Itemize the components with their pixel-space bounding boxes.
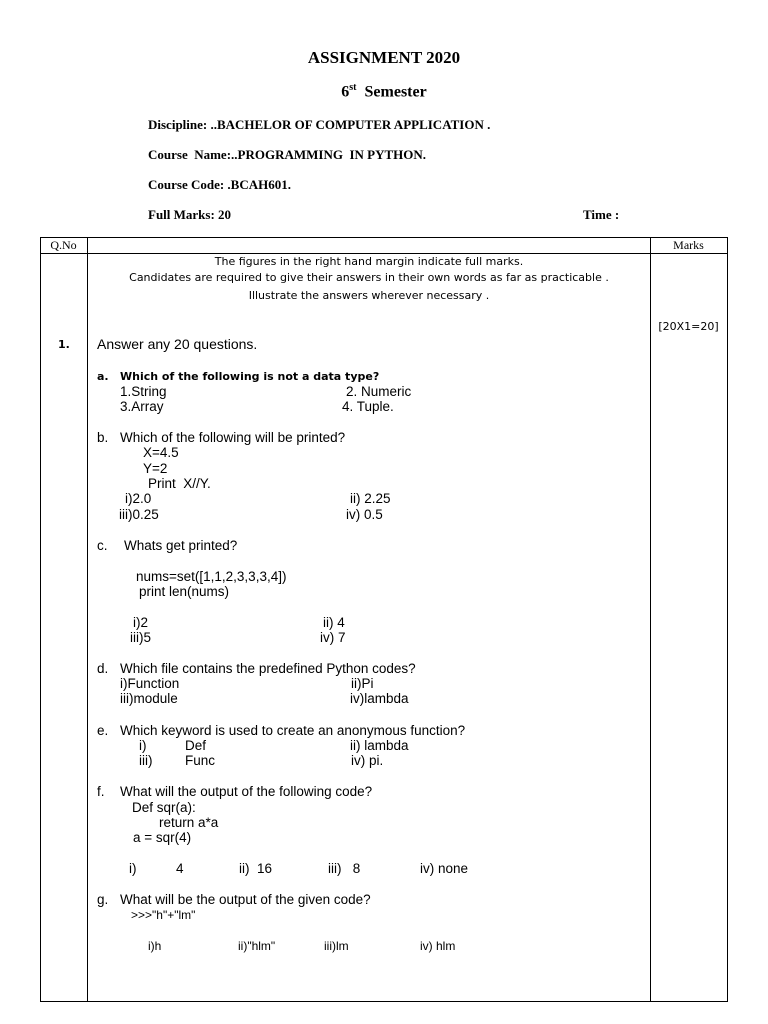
course-code-line: Course Code: .BCAH601.: [148, 177, 291, 192]
option-1: i)2: [133, 615, 149, 630]
code-line: nums=set([1,1,2,3,3,3,4]): [136, 569, 287, 584]
option-1-number: i): [129, 861, 137, 876]
question-text: Which file contains the predefined Python codes?: [120, 661, 416, 676]
option-2: ii) 16: [239, 861, 273, 876]
option-3: iii)lm: [324, 939, 349, 953]
question-letter: a.: [97, 370, 109, 383]
marks-column-header: Marks: [673, 238, 704, 252]
option-3: iii)0.25: [119, 507, 159, 522]
option-2: ii)"hlm": [238, 939, 276, 953]
semester-word: Semester: [364, 83, 427, 101]
question-text: What will be the output of the given code?: [120, 892, 371, 907]
qno-column-header: Q.No: [50, 238, 77, 252]
code-line: >>>"h"+"lm": [131, 908, 196, 922]
table-col-divider-1: [87, 237, 88, 1002]
question-number: 1.: [58, 338, 70, 351]
full-marks-line: Full Marks: 20: [148, 207, 232, 222]
option-3-value: Func: [185, 753, 216, 768]
question-letter: f.: [97, 784, 105, 799]
assignment-title: ASSIGNMENT 2020: [307, 48, 461, 67]
question-text: Which of the following is not a data type?: [120, 370, 380, 383]
option-2: ii) 2.25: [350, 491, 391, 506]
option-2: ii) lambda: [350, 738, 409, 753]
code-line: a = sqr(4): [133, 830, 192, 845]
option-2: ii) 4: [323, 615, 345, 630]
question-text: Which keyword is used to create an anonymous function?: [120, 723, 466, 738]
option-1: 1.String: [120, 384, 167, 399]
code-line: Print X//Y.: [148, 476, 211, 491]
question-letter: b.: [97, 430, 109, 445]
marks-value: [20X1=20]: [658, 320, 719, 333]
option-4: iv) 0.5: [346, 507, 383, 522]
code-line: Y=2: [143, 461, 168, 476]
option-3: 3.Array: [120, 399, 164, 414]
option-3: iii) 8: [328, 861, 361, 876]
semester-number: 6: [341, 83, 350, 101]
option-4: iv)lambda: [350, 691, 409, 706]
option-4: iv) none: [420, 861, 469, 876]
table-col-divider-2: [650, 237, 651, 1002]
question-letter: d.: [97, 661, 109, 676]
table-header-divider: [40, 253, 728, 254]
discipline-line: Discipline: ..BACHELOR OF COMPUTER APPLICATION .: [148, 117, 491, 132]
question-letter: g.: [97, 892, 109, 907]
table-top-border: [40, 237, 728, 238]
question-letter: e.: [97, 723, 109, 738]
question-instruction: Answer any 20 questions.: [97, 336, 258, 352]
question-letter: c.: [97, 538, 108, 553]
option-3-number: iii): [139, 753, 153, 768]
option-4: iv) 7: [320, 630, 346, 645]
code-line: return a*a: [159, 815, 219, 830]
question-text: What will the output of the following code?: [120, 784, 373, 799]
question-text: Whats get printed?: [124, 538, 238, 553]
option-2: ii)Pi: [351, 676, 374, 691]
instruction-line-2: Candidates are required to give their answers in their own words as far as practicable .: [129, 271, 609, 284]
table-right-border: [727, 237, 728, 1002]
option-2: 2. Numeric: [346, 384, 412, 399]
time-line: Time :: [583, 207, 620, 222]
instruction-line-3: Illustrate the answers wherever necessary .: [248, 289, 490, 302]
option-1-number: i): [139, 738, 147, 753]
course-name-line: Course Name:..PROGRAMMING IN PYTHON.: [148, 147, 427, 162]
option-1: i)2.0: [125, 491, 152, 506]
code-line: X=4.5: [143, 445, 179, 460]
code-line: print len(nums): [139, 584, 230, 599]
instruction-line-1: The figures in the right hand margin indicate full marks.: [214, 255, 524, 268]
table-left-border: [40, 237, 41, 1002]
option-4: iv) hlm: [420, 939, 456, 953]
option-3: iii)5: [130, 630, 152, 645]
option-4: 4. Tuple.: [342, 399, 394, 414]
option-4: iv) pi.: [351, 753, 384, 768]
table-bottom-border: [40, 1001, 728, 1002]
option-3: iii)module: [120, 691, 178, 706]
code-line: Def sqr(a):: [132, 800, 196, 815]
option-1: i)h: [148, 939, 162, 953]
semester-heading: [0, 82, 768, 101]
semester-suffix: st: [349, 82, 357, 93]
option-1-value: 4: [176, 861, 184, 876]
option-1-value: Def: [185, 738, 207, 753]
question-text: Which of the following will be printed?: [120, 430, 346, 445]
option-1: i)Function: [120, 676, 180, 691]
